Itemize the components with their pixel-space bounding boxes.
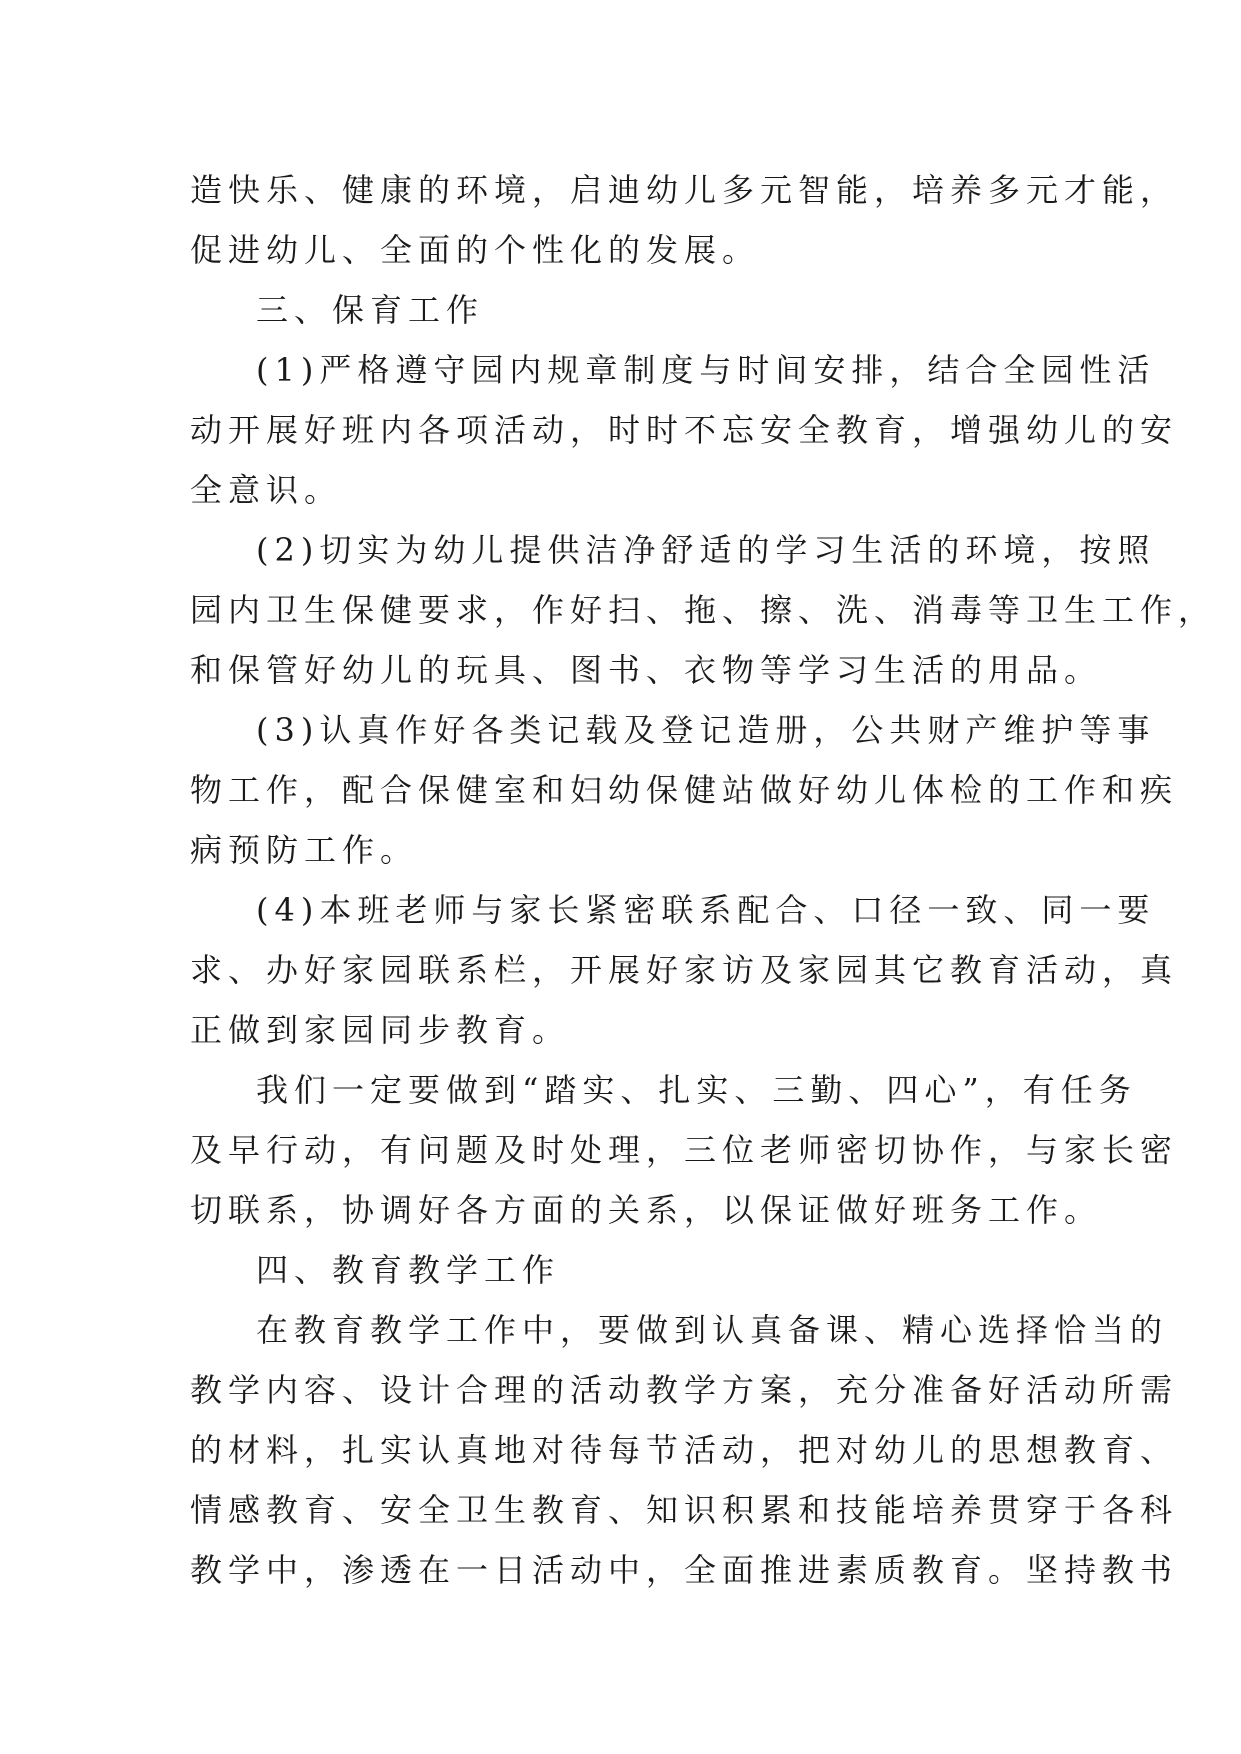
text-line: (4)本班老师与家长紧密联系配合、口径一致、同一要 (256, 891, 1156, 929)
text-line: 教学内容、设计合理的活动教学方案，充分准备好活动所需 (190, 1371, 1179, 1409)
text-line: 在教育教学工作中，要做到认真备课、精心选择恰当的 (256, 1311, 1169, 1349)
text-line: (2)切实为幼儿提供洁净舒适的学习生活的环境，按照 (256, 531, 1156, 569)
section-heading-teaching: 四、教育教学工作 (256, 1251, 561, 1289)
text-line: (3)认真作好各类记载及登记造册，公共财产维护等事 (256, 711, 1156, 749)
text-line: 的材料，扎实认真地对待每节活动，把对幼儿的思想教育、 (190, 1431, 1179, 1469)
text-line: 及早行动，有问题及时处理，三位老师密切协作，与家长密 (190, 1131, 1179, 1169)
text-line: 全意识。 (190, 471, 343, 509)
text-line: (1)严格遵守园内规章制度与时间安排，结合全园性活 (256, 351, 1156, 389)
section-heading-childcare: 三、保育工作 (256, 291, 485, 329)
text-line: 动开展好班内各项活动，时时不忘安全教育，增强幼儿的安 (190, 411, 1179, 449)
text-line: 物工作，配合保健室和妇幼保健站做好幼儿体检的工作和疾 (190, 771, 1179, 809)
text-line: 促进幼儿、全面的个性化的发展。 (190, 231, 761, 269)
text-line: 求、办好家园联系栏，开展好家访及家园其它教育活动，真 (190, 951, 1179, 989)
text-line: 和保管好幼儿的玩具、图书、衣物等学习生活的用品。 (190, 651, 1103, 689)
text-line: 造快乐、健康的环境，启迪幼儿多元智能，培养多元才能， (190, 171, 1179, 209)
text-line: 情感教育、安全卫生教育、知识积累和技能培养贯穿于各科 (190, 1491, 1179, 1529)
text-line: 病预防工作。 (190, 831, 419, 869)
text-line: 切联系，协调好各方面的关系，以保证做好班务工作。 (190, 1191, 1103, 1229)
text-line: 我们一定要做到“踏实、扎实、三勤、四心”，有任务 (256, 1071, 1137, 1109)
text-line: 教学中，渗透在一日活动中，全面推进素质教育。坚持教书 (190, 1551, 1179, 1589)
text-line: 园内卫生保健要求，作好扫、拖、擦、洗、消毒等卫生工作， (190, 591, 1217, 629)
text-line: 正做到家园同步教育。 (190, 1011, 571, 1049)
document-body (190, 160, 1217, 1600)
